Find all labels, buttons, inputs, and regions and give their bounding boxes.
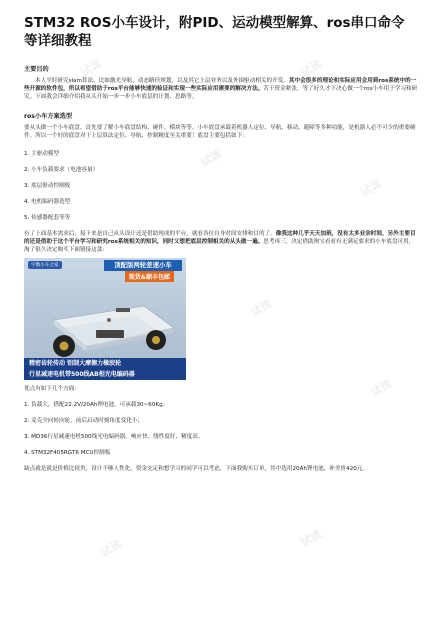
watermark: 试读 [358,177,385,200]
watermark: 试读 [298,57,325,80]
list-item: 2. 小车负载要求（电池容量） [24,167,99,173]
photo-caption [24,358,186,380]
requirement-list [24,150,418,222]
advantages-heading: 优点有如下几个方面： [24,386,80,392]
list-item: 4. STM32F405RGT6 MCU控制板 [24,450,111,456]
intro-text-3: 思考再三，决定借助淘宝看看有无满足要求的小车底盘可用，淘了很久决定购买下面链接这款： [24,239,415,253]
document-page [24,14,418,473]
plan-heading: ros小车方案选型 [24,113,73,120]
watermark: 试读 [78,57,105,80]
photo-caption-2: 行星减速电机带500线AB相光电编码器 [29,371,135,378]
list-item: 3. 底层驱动控制板 [24,183,71,189]
advantage-list [24,401,418,457]
watermark: 试读 [248,297,275,320]
intro-paragraph [24,230,418,254]
closing-paragraph: 缺点就是就是价格比较贵，设计不够人性化，资金充足和想学习的同学可以考虑，下面我购买订单，其中选用20Ah锂电池，补差价420元。 [24,466,369,472]
intro-text-2: 像我这种几乎天天加班，没有太多业余时间，另外主要目的还是借助于这个平台学习和研究ros系统相关的知识，同时又想把底层控制相关的从头做一遍。 [24,231,416,245]
photo-caption-1: 精密齿轮传动 铝制大摩擦力橡胶轮 [29,360,122,367]
list-item: 3. MD36行星减速电机500线光电编码器，响应快、线性度好、精度高。 [24,434,204,440]
goal-text-2: 其中会很多的理论和实际应用会用到ros系统中的一些开源的软件包，所以希望借助于ros平台能够快速的验证和实现一些实际应用需要的解决方法。 [24,78,417,92]
watermark: 试读 [368,377,395,400]
photo-logo: 宇衡小车之家 [28,261,62,269]
goal-text-1: 本人平时研究slam算法，比如激光导航，动态路径规划，以及其它上层业务以及外围驱动相关的开发。 [35,78,289,84]
list-item: 1. 负载大，搭配22.2V/20Ah锂电池，可承载30~60Kg； [24,402,169,408]
goal-text-3: 苦于资金紧张，等了好久才下决心做一个ros小车用于学习和研究。下面我会详细介绍我从头开始一步一步小车底层的计划、思路等。 [24,86,418,100]
photo-headline: 顶配版两轮差速小车 [104,260,182,271]
goal-heading: 主要目的 [24,66,49,73]
intro-text-1: 有了上面基本需求后，接下来是自己从头设计还是借助现成的平台，就看各位自身时间安排和目的了。 [24,231,276,237]
watermark: 试读 [198,147,225,170]
list-item: 1. 主驱动模型 [24,151,60,157]
list-item: 5. 传感器配套等等 [24,215,71,221]
plan-paragraph: 要从头做一个小车底盘，首先要了解小车底盘结构、硬件、模块等等。小车底盘承载着机器人定位、导航、移动、避障等多种功能，是机器人必不可少的重要硬件。所以一个好的底盘对于上层算法定位、导航、控制精度至关重要！底盘主要包括如下： [24,125,416,139]
product-photo [24,258,186,380]
watermark: 试读 [98,537,125,560]
list-item: 2. 麦克全向转向轮，前后启动时刻角度变化小； [24,418,143,424]
photo-subline: 现货&顺丰包邮 [125,271,174,282]
list-item: 4. 电机编码器选型 [24,199,71,205]
goal-paragraph [24,77,418,101]
document-title: STM32 ROS小车设计，附PID、运动模型解算、ros串口命令等详细教程 [24,15,405,49]
watermark: 试读 [298,527,325,550]
